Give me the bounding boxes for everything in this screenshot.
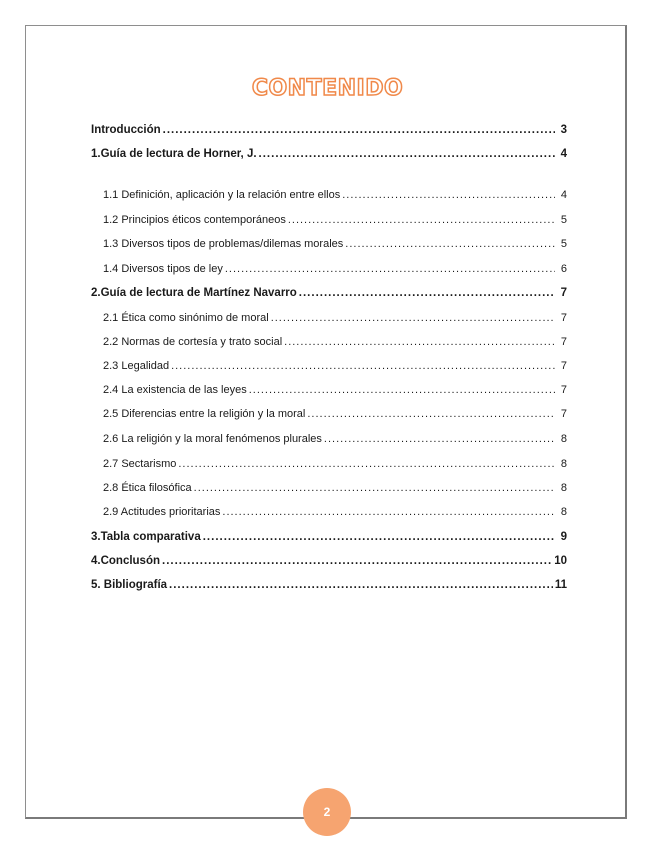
toc-entry: [91, 287, 567, 303]
toc-entry-label: 1.4 Diversos tipos de ley: [103, 263, 223, 275]
toc-entry: [91, 531, 567, 547]
toc-entry: [103, 408, 567, 424]
toc-entry-page: 8: [560, 482, 567, 494]
toc-leader-dots: [345, 238, 555, 250]
toc-entry-label: 2.7 Sectarismo: [103, 458, 177, 470]
toc-leader-dots: [299, 287, 555, 299]
toc-entry-page: 5: [560, 214, 567, 226]
toc-leader-dots: [324, 433, 555, 445]
toc-entry-label: 2.5 Diferencias entre la religión y la moral: [103, 408, 306, 420]
page-number-badge: 2: [303, 788, 351, 836]
toc-entry-label: Introducción: [91, 124, 161, 136]
toc-entry: [103, 506, 567, 522]
toc-leader-dots: [249, 384, 555, 396]
toc-entry-page: 7: [560, 287, 567, 299]
toc-entry-page: 7: [560, 312, 567, 324]
toc-leader-dots: [169, 579, 553, 591]
toc-leader-dots: [307, 408, 555, 420]
toc-entry-label: 1.2 Principios éticos contemporáneos: [103, 214, 286, 226]
toc-entry-label: 1.1 Definición, aplicación y la relación entre ellos: [103, 189, 341, 201]
toc-entry-label: 4.Conclusón: [91, 555, 161, 567]
toc-entry-page: 7: [560, 336, 567, 348]
toc-entry: [103, 336, 567, 352]
toc-entry-page: 11: [554, 579, 567, 591]
toc-entry-page: 8: [560, 433, 567, 445]
toc-entry-page: 8: [560, 458, 567, 470]
toc-entry-label: 2.8 Ética filosófica: [103, 482, 192, 494]
toc-entry: [91, 124, 567, 140]
toc-entry: [103, 312, 567, 328]
toc-leader-dots: [203, 531, 555, 543]
toc-leader-dots: [178, 458, 555, 470]
toc-entry-label: 2.9 Actitudes prioritarias: [103, 506, 221, 518]
toc-entry-label: 3.Tabla comparativa: [91, 531, 201, 543]
toc-entry-page: 4: [560, 148, 567, 160]
toc-entry: [103, 482, 567, 498]
toc-entry-page: 10: [554, 555, 567, 567]
toc-entry-page: 7: [560, 408, 567, 420]
toc-entry-page: 6: [560, 263, 567, 275]
toc-entry: [91, 555, 567, 571]
toc-leader-dots: [342, 189, 555, 201]
toc-entry-page: 5: [560, 238, 567, 250]
toc-entry: [103, 263, 567, 279]
toc-entry: [103, 458, 567, 474]
toc-leader-dots: [222, 506, 555, 518]
toc-entry: [91, 148, 567, 164]
toc-entry-label: 2.1 Ética como sinónimo de moral: [103, 312, 269, 324]
toc-leader-dots: [171, 360, 555, 372]
toc-leader-dots: [284, 336, 555, 348]
toc-leader-dots: [163, 124, 555, 136]
toc-entry-label: 2.3 Legalidad: [103, 360, 170, 372]
toc-entry-label: 5. Bibliografía: [91, 579, 168, 591]
toc-leader-dots: [194, 482, 555, 494]
toc-entry: [91, 579, 567, 595]
toc-leader-dots: [259, 148, 555, 160]
toc-entry-page: 3: [560, 124, 567, 136]
toc-entry-page: 7: [560, 360, 567, 372]
toc-entry-page: 9: [560, 531, 567, 543]
toc-entry-label: 2.6 La religión y la moral fenómenos plurales: [103, 433, 322, 445]
toc-entry: [103, 384, 567, 400]
toc-leader-dots: [162, 555, 552, 567]
toc-entry-label: 1.3 Diversos tipos de problemas/dilemas morales: [103, 238, 344, 250]
toc-entry-page: 4: [560, 189, 567, 201]
toc-entry-page: 8: [560, 506, 567, 518]
toc-entry-label: 2.4 La existencia de las leyes: [103, 384, 247, 396]
toc-leader-dots: [271, 312, 555, 324]
toc-entry: [103, 433, 567, 449]
toc-leader-dots: [288, 214, 555, 226]
toc-entry: [103, 214, 567, 230]
toc-entry-page: 7: [560, 384, 567, 396]
page-title: CONTENIDO: [251, 76, 404, 101]
toc-entry-label: 2.Guía de lectura de Martínez Navarro: [91, 287, 297, 299]
toc-entry-label: 1.Guía de lectura de Horner, J.: [91, 148, 257, 160]
toc-entry-label: 2.2 Normas de cortesía y trato social: [103, 336, 283, 348]
toc-entry: [103, 238, 567, 254]
toc-entry: [103, 360, 567, 376]
toc-leader-dots: [225, 263, 555, 275]
toc-entry: [103, 189, 567, 205]
